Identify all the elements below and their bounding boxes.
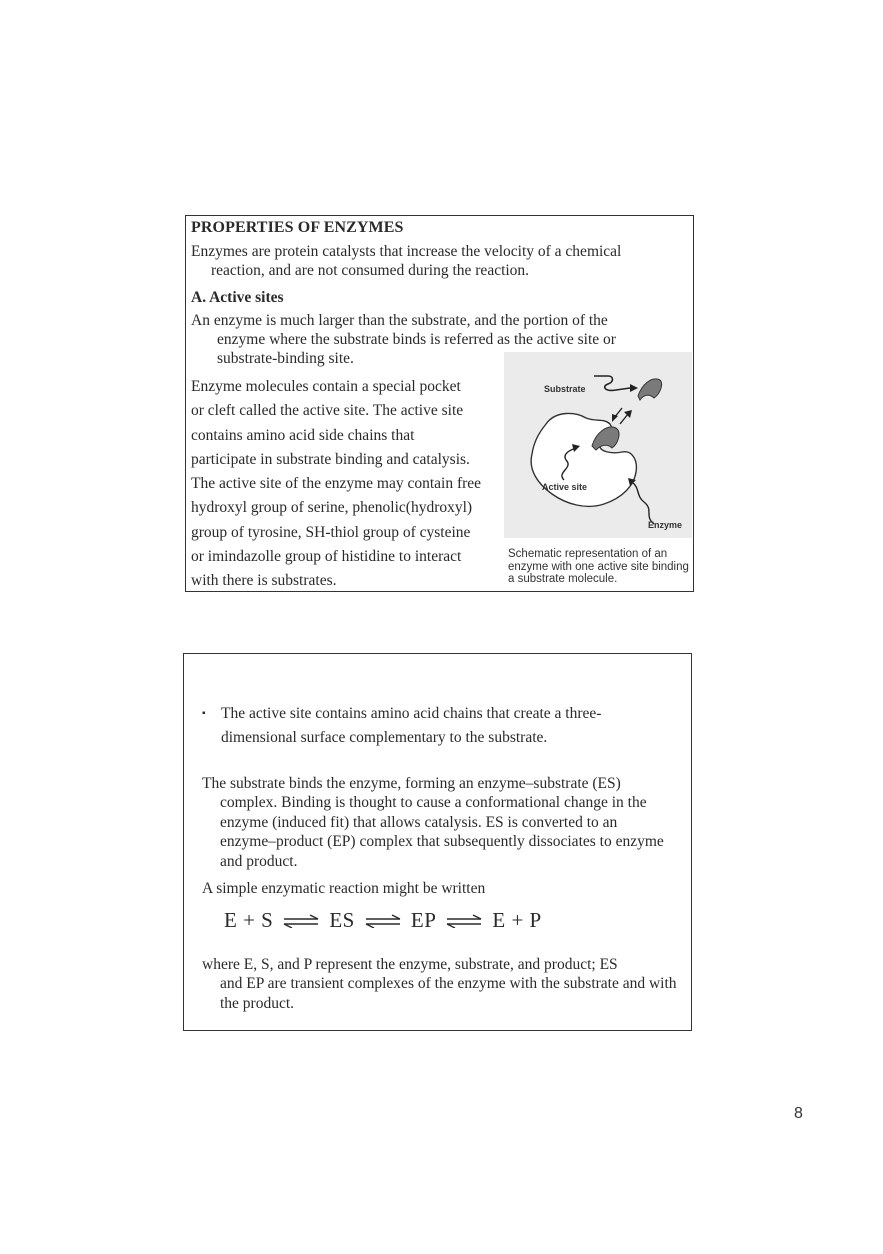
active-site-line-2: enzyme where the substrate binds is referred as the active site or xyxy=(217,331,616,348)
active-site-details xyxy=(191,375,511,594)
detail-line: or cleft called the active site. The active site xyxy=(191,402,464,420)
equation-term-products: E + P xyxy=(492,908,542,932)
label-active-site: Active site xyxy=(542,482,588,492)
detail-line: The active site of the enzyme may contain free xyxy=(191,475,482,493)
intro-line-1: Enzymes are protein catalysts that increase the velocity of a chemical xyxy=(191,243,622,260)
active-site-line-3: substrate-binding site. xyxy=(217,350,354,367)
slide-enzyme-substrate-complex xyxy=(183,653,692,1031)
bullet-line-2: dimensional surface complementary to the substrate. xyxy=(221,729,548,746)
es-complex-paragraph xyxy=(202,774,677,871)
slide-properties-of-enzymes xyxy=(185,215,694,592)
active-site-line-1: An enzyme is much larger than the substrate, and the portion of the xyxy=(191,312,608,329)
equation-term-reactants: E + S xyxy=(224,908,274,932)
free-substrate-shape xyxy=(638,379,662,400)
intro-paragraph xyxy=(191,242,681,280)
slide-title: PROPERTIES OF ENZYMES xyxy=(191,219,404,236)
enzyme-shape xyxy=(531,413,636,506)
subheading-active-sites: A. Active sites xyxy=(191,289,284,306)
explanation-line-1: where E, S, and P represent the enzyme, substrate, and product; ES xyxy=(202,956,618,973)
detail-line: with there is substrates. xyxy=(191,572,337,590)
es-complex-rest: complex. Binding is thought to cause a conformational change in the enzyme (induced fit) that allows catalysis. ES is converted to an enzyme–product (EP) complex that subsequently dissociates to enzyme and product. xyxy=(220,794,664,870)
explanation-rest: and EP are transient complexes of the enzyme with the substrate and with the product. xyxy=(220,975,677,1012)
detail-line: contains amino acid side chains that xyxy=(191,426,415,444)
detail-line: Enzyme molecules contain a special pocket xyxy=(191,378,461,395)
equilibrium-arrow-icon xyxy=(364,914,402,928)
bullet-marker: ▪ xyxy=(202,708,206,719)
figure-caption: Schematic representation of an enzyme with one active site binding a substrate molecule. xyxy=(508,548,689,585)
substrate-arrow xyxy=(594,376,630,390)
equation-term-es: ES xyxy=(329,908,355,932)
detail-line: hydroxyl group of serine, phenolic(hydroxyl) xyxy=(191,499,473,517)
detail-line: or imindazolle group of histidine to interact xyxy=(191,548,462,566)
es-complex-line-1: The substrate binds the enzyme, forming an enzyme–substrate (ES) xyxy=(202,775,621,792)
reaction-intro: A simple enzymatic reaction might be written xyxy=(202,880,486,897)
equilibrium-arrow-icon xyxy=(282,914,320,928)
equilibrium-arrow-icon xyxy=(445,914,483,928)
equation-explanation xyxy=(202,955,677,1013)
equation-term-ep: EP xyxy=(410,908,437,932)
label-substrate: Substrate xyxy=(544,384,586,394)
label-enzyme: Enzyme xyxy=(648,520,683,530)
bullet-line-1: The active site contains amino acid chains that create a three- xyxy=(221,705,602,722)
detail-line: participate in substrate binding and catalysis. xyxy=(191,450,470,468)
detail-line: group of tyrosine, SH-thiol group of cysteine xyxy=(191,523,471,541)
bullet-active-site xyxy=(202,702,662,750)
reaction-equation xyxy=(224,908,542,933)
intro-line-2: reaction, and are not consumed during the reaction. xyxy=(211,262,530,279)
enzyme-diagram-drawing xyxy=(504,352,692,538)
enzyme-arrow xyxy=(632,482,654,524)
page-number: 8 xyxy=(794,1105,803,1122)
enzyme-diagram xyxy=(504,352,692,538)
